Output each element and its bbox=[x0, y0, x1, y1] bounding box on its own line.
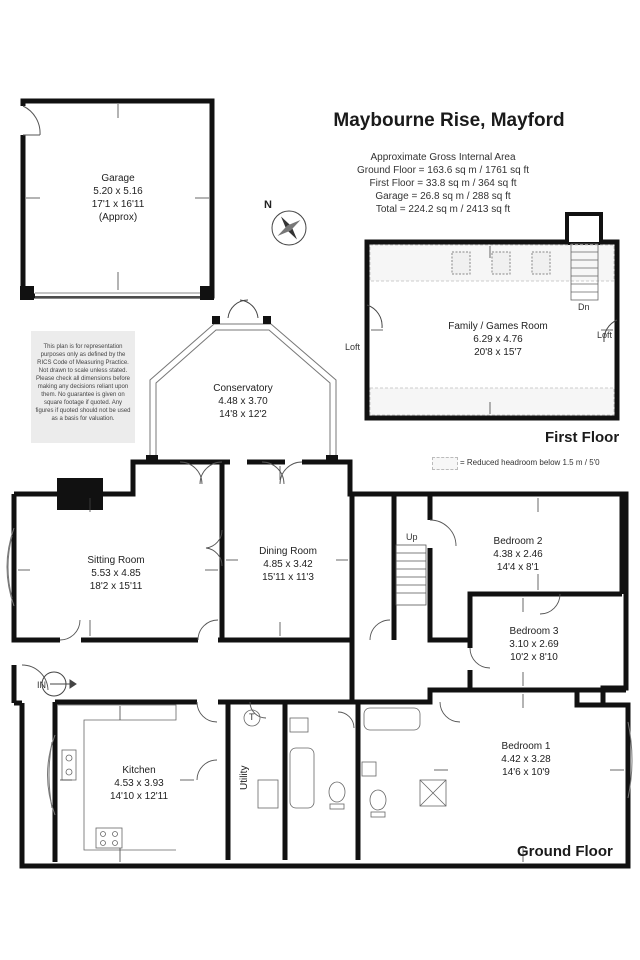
ground-floor-walls bbox=[14, 462, 628, 866]
plan-disclaimer: This plan is for representation purposes only as defined by the RICS Code of Measuring Practice. Not drawn to scale unless stated. Please check all dimensions before making any decisions reliant upon them. No guarantee is given on square footage if quoted. Any figures if quoted should not be used as a basis for valuation. bbox=[31, 331, 135, 443]
stairs-up-label: Up bbox=[406, 532, 418, 542]
compass-north-label: N bbox=[264, 199, 272, 211]
room-label-sitting: Sitting Room 5.53 x 4.85 18'2 x 15'11 bbox=[87, 555, 145, 592]
area-line-ground: Ground Floor = 163.6 sq m / 1761 sq ft bbox=[356, 165, 530, 176]
room-label-bedroom-1: Bedroom 1 4.42 x 3.28 14'6 x 10'9 bbox=[501, 741, 551, 778]
loft-right-label: Loft bbox=[597, 330, 613, 340]
room-label-bedroom-2: Bedroom 2 4.38 x 2.46 14'4 x 8'1 bbox=[493, 536, 543, 573]
area-line-garage: Garage = 26.8 sq m / 288 sq ft bbox=[375, 191, 511, 202]
stairs-down-label: Dn bbox=[578, 302, 590, 312]
compass-rose-icon bbox=[272, 211, 306, 245]
entrance-label: IN bbox=[37, 680, 46, 690]
reduced-headroom-swatch bbox=[432, 457, 458, 470]
room-label-family-games: Family / Games Room 6.29 x 4.76 20'8 x 15'7 bbox=[448, 321, 548, 358]
area-heading: Approximate Gross Internal Area bbox=[370, 152, 516, 163]
staircase bbox=[396, 545, 426, 605]
first-floor-label: First Floor bbox=[545, 429, 620, 446]
fireplace bbox=[57, 478, 103, 510]
room-label-garage: Garage 5.20 x 5.16 17'1 x 16'11 (Approx) bbox=[91, 173, 145, 223]
cupboard-label: T bbox=[249, 712, 255, 722]
ground-floor-label: Ground Floor bbox=[517, 843, 613, 860]
loft-left-label: Loft bbox=[345, 342, 361, 352]
area-line-total: Total = 224.2 sq m / 2413 sq ft bbox=[375, 204, 511, 215]
area-line-first: First Floor = 33.8 sq m / 364 sq ft bbox=[369, 178, 517, 189]
room-label-kitchen: Kitchen 4.53 x 3.93 14'10 x 12'11 bbox=[109, 765, 169, 802]
first-floor-outline bbox=[367, 214, 617, 418]
property-title: Maybourne Rise, Mayford bbox=[333, 110, 565, 131]
reduced-headroom-legend: = Reduced headroom below 1.5 m / 5'0 bbox=[460, 458, 600, 467]
room-label-dining: Dining Room 4.85 x 3.42 15'11 x 11'3 bbox=[259, 546, 317, 583]
room-label-utility: Utility bbox=[239, 765, 250, 790]
room-label-conservatory: Conservatory 4.48 x 3.70 14'8 x 12'2 bbox=[213, 383, 273, 420]
area-summary bbox=[357, 151, 529, 216]
bathroom-fittings bbox=[290, 708, 446, 817]
room-label-bedroom-3: Bedroom 3 3.10 x 2.69 10'2 x 8'10 bbox=[509, 626, 559, 663]
